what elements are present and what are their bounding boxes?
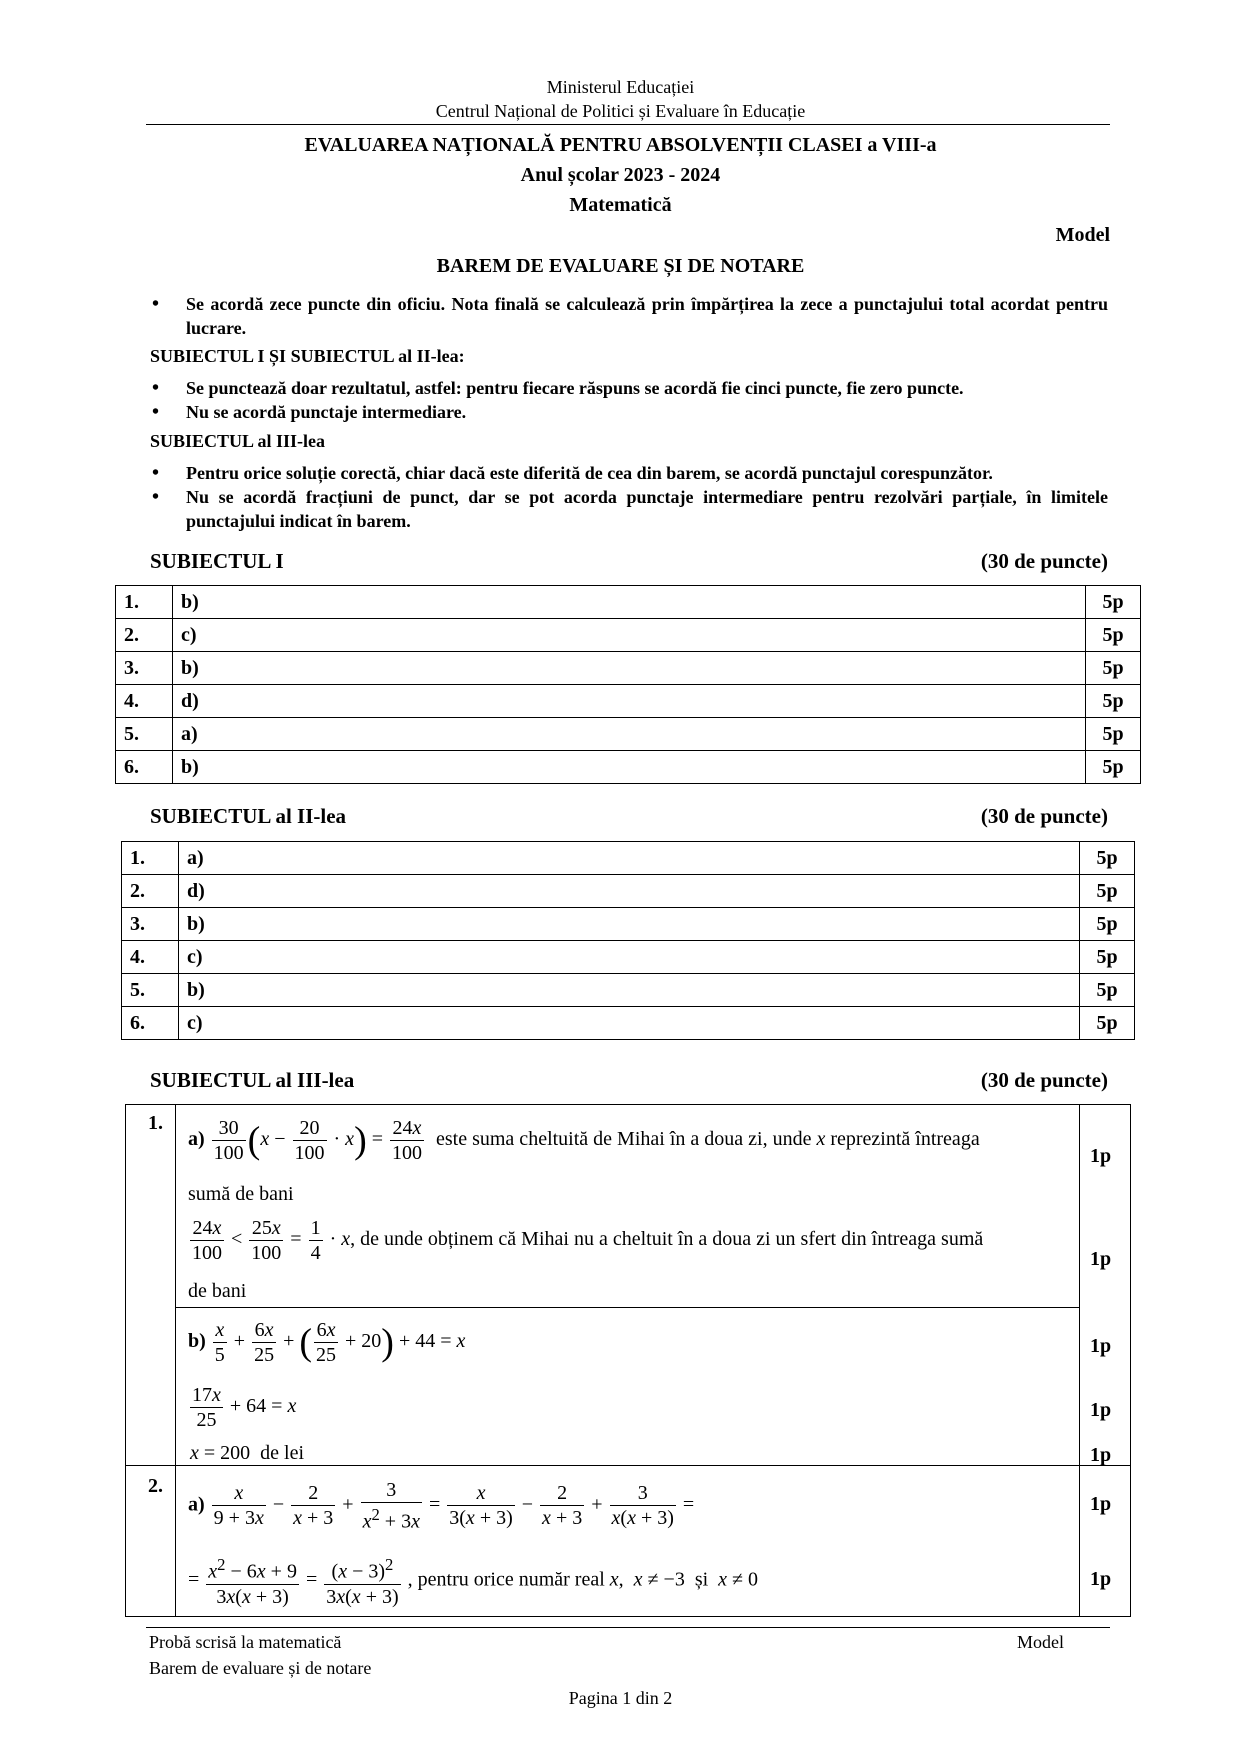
points: 1p <box>1090 1444 1112 1466</box>
points: 1p <box>1090 1335 1112 1357</box>
table-divider <box>175 1104 176 1617</box>
rules-s3-heading: SUBIECTUL al III-lea <box>150 431 326 451</box>
subiectul-3-heading <box>150 1068 1108 1093</box>
header-rule <box>146 124 1110 125</box>
rule-item: • Nu se acordă fracțiuni de punct, dar se pot acorda punctaje intermediare pentru rezolvări parțiale, în limitele punctajului indicat în barem. <box>148 485 1108 533</box>
problem-number: 2. <box>148 1475 163 1497</box>
p2-a-line2: = $\frac{x^2 - 6x + 9}{3x(x + 3)}$ = $\frac{(x - 3)^2}{3x(x + 3)}$ , pentru orice număr real x, x ≠ −3 și x ≠ 0 <box>188 1555 759 1608</box>
footer-model: Model <box>1017 1632 1064 1652</box>
subiectul-2-heading <box>150 804 1108 829</box>
footer-rule <box>146 1627 1110 1628</box>
subject-name: Matematică <box>569 194 672 216</box>
table-row: 4. c) 5p <box>122 941 1135 974</box>
section-points: (30 de puncte) <box>980 804 1108 828</box>
table-divider <box>1079 1104 1080 1617</box>
p2-a-line1: a) $\frac{x}{9 + 3x}$ − $\frac{2}{x + 3}$ + $\frac{3}{x^2 + 3x}$ = $\frac{x}{3(x + 3)}$ − $\frac{2}{x + 3}$ + $\frac{3}{x(x + 3)}$ = <box>188 1479 695 1533</box>
model-label: Model <box>1055 224 1110 246</box>
points: 1p <box>1090 1248 1112 1270</box>
rules-s1-s2 <box>148 376 1108 424</box>
general-rules <box>148 292 1108 340</box>
p1-a-line1-cont: sumă de bani <box>188 1183 294 1205</box>
footer-barem: Barem de evaluare și de notare <box>149 1658 372 1678</box>
p1-a-line1: a) $\frac{30}{100}$ (x − $\frac{20}{100}$ · x) = $\frac{24x}{100}$ este suma cheltuită de Mihai în a doua zi, unde x reprezintă întreaga <box>188 1117 980 1164</box>
rule-item: • Se punctează doar rezultatul, astfel: pentru fiecare răspuns se acordă fie cinci puncte, fie zero puncte. <box>148 376 1108 400</box>
table-row: 2. c) 5p <box>116 619 1141 652</box>
p1-a-line2: $\frac{24x}{100}$ < $\frac{25x}{100}$ = $\frac{1}{4}$ · x, de unde obținem că Mihai nu a cheltuit în a doua zi un sfert din întreaga sumă <box>192 1217 984 1264</box>
table-divider <box>175 1307 1080 1308</box>
table-row: 6. c) 5p <box>122 1007 1135 1040</box>
barem-title: BAREM DE EVALUARE ȘI DE NOTARE <box>436 255 805 277</box>
points: 1p <box>1090 1145 1112 1167</box>
rules-s3 <box>148 461 1108 533</box>
section-points: (30 de puncte) <box>980 549 1108 573</box>
points: 1p <box>1090 1493 1112 1515</box>
exam-title: EVALUAREA NAȚIONALĂ PENTRU ABSOLVENȚII CLASEI a VIII-a <box>304 134 937 156</box>
page-number: Pagina 1 din 2 <box>568 1688 673 1708</box>
points: 1p <box>1090 1399 1112 1421</box>
rule-item: • Se acordă zece puncte din oficiu. Nota finală se calculează prin împărțirea la zece a punctajului total acordat pentru lucrare. <box>148 292 1108 340</box>
table-row: 1. a) 5p <box>122 842 1135 875</box>
table-row: 5. b) 5p <box>122 974 1135 1007</box>
subiectul-1-table <box>115 585 1141 784</box>
table-row: 4. d) 5p <box>116 685 1141 718</box>
table-row: 6. b) 5p <box>116 751 1141 784</box>
rule-item: • Pentru orice soluție corectă, chiar dacă este diferită de cea din barem, se acordă punctajul corespunzător. <box>148 461 1108 485</box>
school-year: Anul școlar 2023 - 2024 <box>520 164 721 186</box>
p1-b-line2: $\frac{17x}{25}$ + 64 = x <box>192 1384 297 1431</box>
section-points: (30 de puncte) <box>980 1068 1108 1092</box>
subiectul-2-table <box>121 841 1135 1040</box>
table-row: 2. d) 5p <box>122 875 1135 908</box>
footer-exam: Probă scrisă la matematică <box>149 1632 342 1652</box>
section-title: SUBIECTUL I <box>150 549 284 573</box>
rule-item: • Nu se acordă punctaje intermediare. <box>148 400 1108 424</box>
center-name: Centrul Național de Politici și Evaluare în Educație <box>435 101 806 121</box>
ministry-name: Ministerul Educației <box>546 77 695 97</box>
table-row: 3. b) 5p <box>116 652 1141 685</box>
section-title: SUBIECTUL al III-lea <box>150 1068 355 1092</box>
p1-b-line3: x = 200 de lei <box>190 1442 305 1464</box>
subiectul-1-heading <box>150 549 1108 574</box>
rules-s1-s2-heading: SUBIECTUL I ȘI SUBIECTUL al II-lea: <box>150 346 465 366</box>
points: 1p <box>1090 1568 1112 1590</box>
p1-b-line1: b) $\frac{x}{5}$ + $\frac{6x}{25}$ + ( $\frac{6x}{25}$ + 20) + 44 = x <box>188 1319 466 1366</box>
table-row: 3. b) 5p <box>122 908 1135 941</box>
p1-a-line2-cont: de bani <box>188 1280 247 1302</box>
table-divider <box>125 1465 1130 1466</box>
table-row: 1. b) 5p <box>116 586 1141 619</box>
section-title: SUBIECTUL al II-lea <box>150 804 347 828</box>
table-row: 5. a) 5p <box>116 718 1141 751</box>
problem-number: 1. <box>148 1112 163 1134</box>
